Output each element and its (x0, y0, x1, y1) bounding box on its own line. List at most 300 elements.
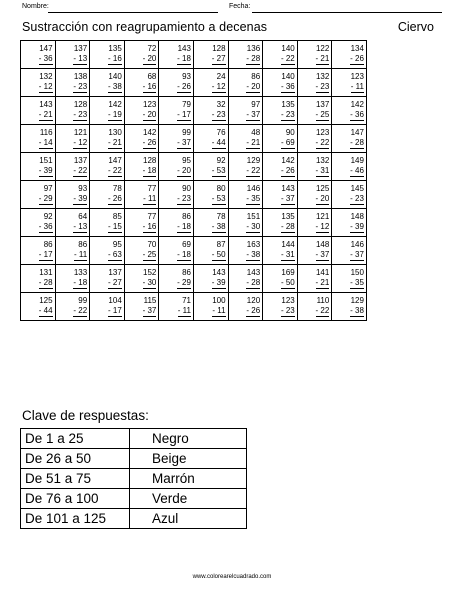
problem-cell[interactable] (124, 237, 159, 265)
minuend: 131 (39, 268, 53, 277)
subtrahend: - 26 (107, 194, 122, 203)
minuend: 71 (182, 296, 191, 305)
subtrahend: - 37 (177, 138, 191, 147)
minuend: 132 (315, 72, 330, 81)
problem-cell[interactable] (124, 125, 159, 153)
subtrahend: - 69 (280, 138, 295, 147)
minuend: 146 (246, 184, 261, 193)
name-line (48, 12, 218, 13)
minuend: 148 (315, 240, 330, 249)
problem-cell[interactable] (332, 293, 367, 321)
problem-cell[interactable] (263, 209, 298, 237)
minuend: 130 (108, 128, 122, 137)
subtrahend: - 22 (73, 166, 88, 175)
subtrahend: - 50 (211, 250, 226, 259)
problem-cell[interactable] (159, 237, 194, 265)
color-label: Beige (130, 449, 247, 469)
problem-row (21, 265, 367, 293)
minuend: 143 (281, 184, 295, 193)
problem-cell[interactable] (90, 237, 125, 265)
minuend: 93 (78, 184, 88, 193)
problem-cell[interactable] (193, 181, 228, 209)
problem-cell[interactable] (297, 181, 332, 209)
minuend: 86 (251, 72, 261, 81)
problem-cell[interactable] (332, 69, 367, 97)
minuend: 138 (73, 72, 88, 81)
problem-cell[interactable] (21, 265, 56, 293)
problem-row (21, 41, 367, 69)
subtrahend: - 12 (211, 82, 226, 91)
problem-cell[interactable] (159, 97, 194, 125)
problem-cell[interactable] (263, 69, 298, 97)
minuend: 169 (281, 268, 295, 277)
problem-cell[interactable] (55, 237, 90, 265)
subtrahend: - 23 (73, 110, 88, 119)
minuend: 64 (78, 212, 88, 221)
minuend: 146 (350, 240, 364, 249)
subtrahend: - 39 (211, 278, 226, 287)
subtrahend: - 27 (211, 54, 226, 63)
subtrahend: - 28 (350, 138, 364, 147)
minuend: 135 (281, 212, 295, 221)
subtrahend: - 18 (177, 54, 191, 63)
animal-label: Ciervo (397, 20, 434, 34)
subtrahend: - 39 (38, 166, 53, 175)
minuend: 129 (350, 296, 364, 305)
problem-cell[interactable] (90, 265, 125, 293)
problem-cell[interactable] (297, 69, 332, 97)
subtrahend: - 23 (280, 306, 295, 315)
problem-row (21, 97, 367, 125)
problem-cell[interactable] (297, 265, 332, 293)
subtrahend: - 18 (177, 250, 191, 259)
minuend: 140 (281, 44, 295, 53)
problem-cell[interactable] (21, 153, 56, 181)
subtrahend: - 12 (315, 222, 330, 231)
problem-cell[interactable] (124, 293, 159, 321)
subtrahend: - 25 (315, 110, 330, 119)
minuend: 144 (281, 240, 295, 249)
problem-cell[interactable] (159, 293, 194, 321)
minuend: 151 (246, 212, 261, 221)
minuend: 128 (73, 100, 88, 109)
subtrahend: - 36 (280, 82, 295, 91)
subtrahend: - 46 (350, 166, 364, 175)
problem-cell[interactable] (159, 125, 194, 153)
subtrahend: - 37 (350, 250, 364, 259)
subtrahend: - 22 (315, 306, 330, 315)
problem-cell[interactable] (159, 265, 194, 293)
problem-cell[interactable] (297, 237, 332, 265)
minuend: 97 (43, 184, 53, 193)
problem-cell[interactable] (159, 69, 194, 97)
problem-row (21, 237, 367, 265)
subtrahend: - 22 (280, 54, 295, 63)
subtrahend: - 31 (280, 250, 295, 259)
subtrahend: - 17 (38, 250, 53, 259)
problem-cell[interactable] (297, 293, 332, 321)
subtrahend: - 26 (280, 166, 295, 175)
problem-cell[interactable] (21, 209, 56, 237)
subtrahend: - 18 (177, 222, 191, 231)
subtrahend: - 23 (280, 110, 295, 119)
minuend: 123 (315, 128, 330, 137)
problem-cell[interactable] (193, 293, 228, 321)
subtrahend: - 13 (73, 222, 88, 231)
minuend: 143 (246, 268, 261, 277)
subtrahend: - 38 (246, 250, 261, 259)
problem-cell[interactable] (228, 293, 263, 321)
range-label: De 76 a 100 (21, 489, 130, 509)
subtrahend: - 16 (142, 222, 157, 231)
minuend: 142 (281, 156, 295, 165)
minuend: 24 (216, 72, 226, 81)
problem-row (21, 153, 367, 181)
minuend: 163 (246, 240, 261, 249)
minuend: 137 (73, 44, 88, 53)
minuend: 90 (182, 184, 191, 193)
problem-cell[interactable] (263, 181, 298, 209)
minuend: 93 (182, 72, 191, 81)
problem-cell[interactable] (332, 265, 367, 293)
problem-row (21, 293, 367, 321)
minuend: 123 (143, 100, 157, 109)
minuend: 32 (216, 100, 226, 109)
problem-cell[interactable] (263, 97, 298, 125)
problem-cell[interactable] (193, 41, 228, 69)
problem-cell[interactable] (193, 265, 228, 293)
minuend: 143 (177, 44, 191, 53)
minuend: 147 (350, 128, 364, 137)
problem-cell[interactable] (21, 181, 56, 209)
color-label: Marrón (130, 469, 247, 489)
subtrahend: - 30 (142, 278, 157, 287)
subtrahend: - 25 (142, 250, 157, 259)
subtrahend: - 11 (177, 306, 191, 315)
subtrahend: - 11 (212, 306, 226, 315)
problem-cell[interactable] (193, 237, 228, 265)
minuend: 85 (112, 212, 122, 221)
subtrahend: - 38 (211, 222, 226, 231)
problem-cell[interactable] (159, 209, 194, 237)
subtrahend: - 35 (246, 194, 261, 203)
minuend: 143 (39, 100, 53, 109)
minuend: 70 (147, 240, 157, 249)
minuend: 133 (73, 268, 88, 277)
subtrahend: - 63 (107, 250, 122, 259)
minuend: 129 (246, 156, 261, 165)
minuend: 125 (315, 184, 330, 193)
answer-key-row (21, 429, 247, 449)
minuend: 125 (39, 296, 53, 305)
problem-cell[interactable] (193, 153, 228, 181)
problem-row (21, 209, 367, 237)
minuend: 76 (216, 128, 226, 137)
problem-cell[interactable] (263, 125, 298, 153)
minuend: 95 (112, 240, 122, 249)
range-label: De 51 a 75 (21, 469, 130, 489)
minuend: 72 (147, 44, 157, 53)
problem-cell[interactable] (90, 153, 125, 181)
subtrahend: - 20 (246, 82, 261, 91)
range-label: De 1 a 25 (21, 429, 130, 449)
answer-key-table (20, 428, 247, 529)
problem-cell[interactable] (297, 97, 332, 125)
subtrahend: - 22 (73, 306, 88, 315)
minuend: 143 (212, 268, 226, 277)
problem-cell[interactable] (90, 41, 125, 69)
subtrahend: - 23 (350, 194, 364, 203)
problem-cell[interactable] (263, 293, 298, 321)
subtrahend: - 26 (177, 82, 191, 91)
subtrahend: - 16 (142, 82, 157, 91)
problem-grid (20, 40, 367, 321)
minuend: 147 (39, 44, 53, 53)
problem-row (21, 181, 367, 209)
problem-cell[interactable] (193, 209, 228, 237)
problem-cell[interactable] (90, 181, 125, 209)
problem-row (21, 125, 367, 153)
minuend: 128 (143, 156, 157, 165)
name-label: Nombre: (22, 3, 49, 10)
page-title: Sustracción con reagrupamiento a decenas (22, 20, 268, 34)
subtrahend: - 13 (73, 54, 88, 63)
minuend: 86 (182, 268, 191, 277)
problem-cell[interactable] (297, 153, 332, 181)
problem-cell[interactable] (55, 97, 90, 125)
problem-cell[interactable] (90, 209, 125, 237)
subtrahend: - 20 (142, 110, 157, 119)
problem-cell[interactable] (21, 97, 56, 125)
problem-cell[interactable] (332, 181, 367, 209)
subtrahend: - 11 (143, 194, 157, 203)
problem-cell[interactable] (124, 209, 159, 237)
minuend: 116 (39, 128, 53, 137)
problem-cell[interactable] (55, 41, 90, 69)
minuend: 140 (281, 72, 295, 81)
problem-cell[interactable] (263, 153, 298, 181)
subtrahend: - 20 (177, 166, 191, 175)
subtrahend: - 21 (315, 54, 330, 63)
problem-cell[interactable] (124, 97, 159, 125)
minuend: 149 (350, 156, 364, 165)
minuend: 121 (315, 212, 330, 221)
subtrahend: - 36 (350, 110, 364, 119)
minuend: 78 (112, 184, 122, 193)
answer-key-row (21, 449, 247, 469)
problem-cell[interactable] (228, 41, 263, 69)
problem-cell[interactable] (332, 41, 367, 69)
subtrahend: - 37 (142, 306, 157, 315)
minuend: 100 (212, 296, 226, 305)
problem-cell[interactable] (193, 69, 228, 97)
minuend: 90 (285, 128, 295, 137)
problem-cell[interactable] (263, 237, 298, 265)
minuend: 137 (73, 156, 88, 165)
subtrahend: - 39 (350, 222, 364, 231)
minuend: 123 (350, 72, 364, 81)
problem-cell[interactable] (159, 41, 194, 69)
subtrahend: - 19 (107, 110, 122, 119)
subtrahend: - 27 (107, 278, 122, 287)
problem-cell[interactable] (90, 97, 125, 125)
minuend: 80 (216, 184, 226, 193)
problem-cell[interactable] (90, 69, 125, 97)
subtrahend: - 23 (211, 110, 226, 119)
problem-cell[interactable] (297, 41, 332, 69)
minuend: 135 (281, 100, 295, 109)
color-label: Azul (130, 509, 247, 529)
subtrahend: - 38 (107, 82, 122, 91)
subtrahend: - 30 (246, 222, 261, 231)
subtrahend: - 12 (38, 82, 53, 91)
problem-cell[interactable] (21, 41, 56, 69)
range-label: De 101 a 125 (21, 509, 130, 529)
problem-cell[interactable] (124, 181, 159, 209)
problem-cell[interactable] (332, 153, 367, 181)
date-line (252, 12, 442, 13)
problem-cell[interactable] (124, 69, 159, 97)
subtrahend: - 50 (280, 278, 295, 287)
subtrahend: - 23 (315, 82, 330, 91)
problem-cell[interactable] (297, 209, 332, 237)
subtrahend: - 23 (73, 82, 88, 91)
minuend: 147 (108, 156, 122, 165)
date-label: Fecha: (229, 3, 251, 10)
subtrahend: - 39 (73, 194, 88, 203)
subtrahend: - 28 (246, 54, 261, 63)
minuend: 120 (246, 296, 261, 305)
problem-cell[interactable] (21, 293, 56, 321)
minuend: 121 (73, 128, 88, 137)
minuend: 142 (108, 100, 122, 109)
problem-cell[interactable] (228, 97, 263, 125)
subtrahend: - 17 (107, 306, 122, 315)
minuend: 95 (182, 156, 191, 165)
subtrahend: - 22 (315, 138, 330, 147)
problem-cell[interactable] (55, 265, 90, 293)
minuend: 152 (143, 268, 157, 277)
minuend: 134 (350, 44, 364, 53)
problem-cell[interactable] (21, 125, 56, 153)
minuend: 151 (39, 156, 53, 165)
subtrahend: - 44 (211, 138, 226, 147)
minuend: 99 (182, 128, 191, 137)
problem-cell[interactable] (193, 97, 228, 125)
minuend: 69 (182, 240, 191, 249)
subtrahend: - 23 (177, 194, 191, 203)
minuend: 136 (246, 44, 261, 53)
minuend: 68 (147, 72, 157, 81)
problem-cell[interactable] (263, 41, 298, 69)
footer-url: www.colorearelcuadrado.com (192, 574, 272, 580)
subtrahend: - 29 (177, 278, 191, 287)
minuend: 150 (350, 268, 364, 277)
problem-cell[interactable] (228, 125, 263, 153)
answer-key-row (21, 489, 247, 509)
subtrahend: - 14 (38, 138, 53, 147)
problem-cell[interactable] (228, 69, 263, 97)
subtrahend: - 11 (73, 250, 88, 259)
minuend: 92 (216, 156, 226, 165)
subtrahend: - 37 (246, 110, 261, 119)
answer-key-row (21, 469, 247, 489)
problem-cell[interactable] (159, 181, 194, 209)
subtrahend: - 53 (211, 166, 226, 175)
problem-cell[interactable] (228, 181, 263, 209)
problem-cell[interactable] (297, 125, 332, 153)
problem-cell[interactable] (90, 125, 125, 153)
problem-cell[interactable] (55, 293, 90, 321)
subtrahend: - 37 (315, 250, 330, 259)
problem-cell[interactable] (90, 293, 125, 321)
minuend: 135 (108, 44, 122, 53)
minuend: 48 (251, 128, 261, 137)
subtrahend: - 36 (38, 54, 53, 63)
minuend: 92 (43, 212, 53, 221)
problem-cell[interactable] (55, 209, 90, 237)
subtrahend: - 21 (38, 110, 53, 119)
answer-key-row (21, 509, 247, 529)
color-label: Verde (130, 489, 247, 509)
minuend: 77 (147, 184, 157, 193)
minuend: 77 (147, 212, 157, 221)
problem-cell[interactable] (228, 237, 263, 265)
minuend: 142 (350, 100, 364, 109)
problem-cell[interactable] (332, 125, 367, 153)
problem-cell[interactable] (332, 97, 367, 125)
minuend: 87 (216, 240, 226, 249)
subtrahend: - 11 (350, 82, 364, 91)
minuend: 86 (78, 240, 88, 249)
problem-cell[interactable] (124, 41, 159, 69)
minuend: 137 (108, 268, 122, 277)
problem-cell[interactable] (332, 237, 367, 265)
minuend: 104 (108, 296, 122, 305)
problem-cell[interactable] (332, 209, 367, 237)
minuend: 123 (281, 296, 295, 305)
subtrahend: - 26 (142, 138, 157, 147)
minuend: 79 (182, 100, 191, 109)
problem-cell[interactable] (21, 69, 56, 97)
problem-cell[interactable] (55, 181, 90, 209)
subtrahend: - 44 (38, 306, 53, 315)
subtrahend: - 28 (38, 278, 53, 287)
minuend: 78 (216, 212, 226, 221)
subtrahend: - 22 (107, 166, 122, 175)
problem-cell[interactable] (263, 265, 298, 293)
problem-cell[interactable] (228, 153, 263, 181)
problem-cell[interactable] (228, 209, 263, 237)
problem-cell[interactable] (55, 69, 90, 97)
problem-cell[interactable] (21, 237, 56, 265)
problem-cell[interactable] (159, 153, 194, 181)
minuend: 115 (143, 296, 157, 305)
minuend: 128 (212, 44, 226, 53)
problem-cell[interactable] (124, 265, 159, 293)
minuend: 97 (251, 100, 261, 109)
minuend: 132 (39, 72, 53, 81)
problem-cell[interactable] (124, 153, 159, 181)
problem-cell[interactable] (228, 265, 263, 293)
problem-cell[interactable] (55, 125, 90, 153)
subtrahend: - 31 (315, 166, 330, 175)
subtrahend: - 15 (107, 222, 122, 231)
subtrahend: - 53 (211, 194, 226, 203)
problem-cell[interactable] (193, 125, 228, 153)
problem-cell[interactable] (55, 153, 90, 181)
minuend: 145 (350, 184, 364, 193)
